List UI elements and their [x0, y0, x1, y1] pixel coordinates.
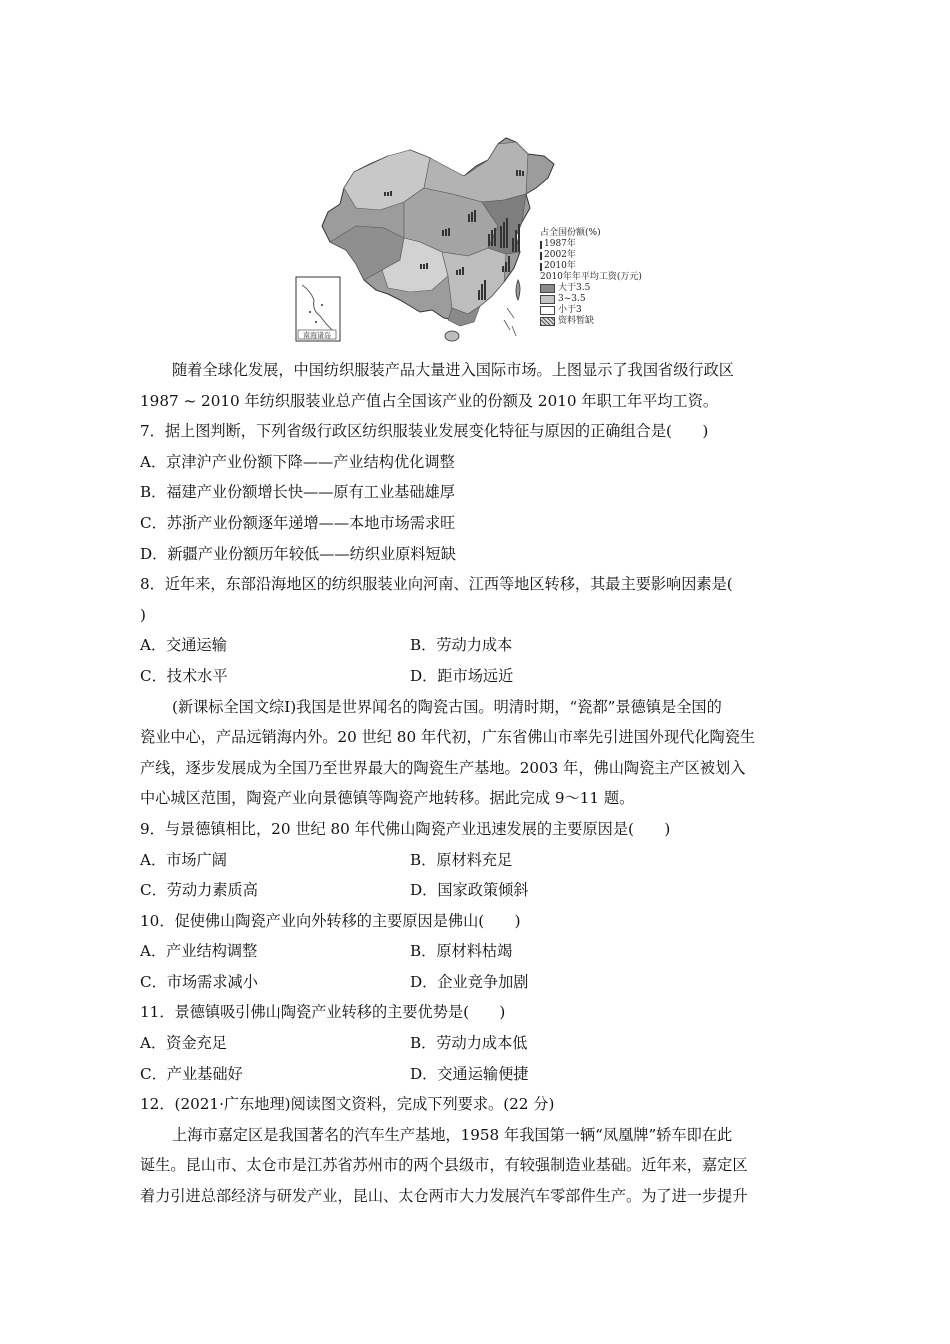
question-10-option-d: D．企业竞争加剧	[410, 972, 529, 991]
question-12-passage-line: 上海市嘉定区是我国著名的汽车生产基地，1958 年我国第一辆“凤凰牌”轿车即在此	[172, 1125, 733, 1144]
legend-wage-title: 2010年年平均工资(万元)	[540, 272, 642, 282]
question-12-passage-line: 诞生。昆山市、太仓市是江苏省苏州市的两个县级市，有较强制造业基础。近年来，嘉定区	[140, 1156, 748, 1175]
question-8-option-d: D．距市场远近	[410, 666, 514, 685]
intro-line: 随着全球化发展，中国纺织服装产品大量进入国际市场。上图显示了我国省级行政区	[172, 361, 734, 379]
question-10-option-c: C．市场需求减小	[140, 972, 258, 991]
question-11-stem: 11．景德镇吸引佛山陶瓷产业转移的主要优势是( )	[140, 1003, 506, 1022]
question-9-option-a: A．市场广阔	[140, 850, 227, 869]
question-7-option-a: A．京津沪产业份额下降——产业结构优化调整	[140, 452, 455, 471]
legend-class-label: 资料暂缺	[558, 316, 595, 326]
question-8-options-row	[140, 661, 820, 692]
question-12-stem: 12．(2021·广东地理)阅读图文资料，完成下列要求。(22 分)	[140, 1095, 555, 1114]
question-9-options-row	[140, 845, 820, 876]
question-11-option-a: A．资金充足	[140, 1034, 227, 1053]
legend-year-item	[540, 261, 642, 272]
swatch-icon	[540, 284, 555, 293]
legend-class-label: 3~3.5	[558, 294, 586, 304]
region-south	[442, 248, 506, 314]
inset-label: 南海诸岛	[303, 331, 331, 340]
question-10-option-a: A．产业结构调整	[140, 942, 258, 961]
legend-class-item	[540, 316, 642, 327]
text-body	[140, 355, 820, 1212]
legend-year-label: 1987年	[544, 239, 576, 249]
legend-class-label: 大于3.5	[558, 283, 591, 293]
intro-line: 1987 ~ 2010 年纺织服装业总产值占全国该产业的份额及 2010 年职工年平均工资。	[140, 391, 719, 410]
legend-year-item	[540, 239, 642, 250]
passage-line: 产线，逐步发展成为全国乃至世界最大的陶瓷生产基地。2003 年，佛山陶瓷主产区被划入	[140, 758, 746, 777]
passage-line: (新课标全国文综Ⅰ)我国是世界闻名的陶瓷古国。明清时期，“瓷都”景德镇是全国的	[172, 697, 722, 716]
swatch-icon	[540, 295, 555, 304]
question-8-stem-end: )	[140, 605, 146, 624]
question-10-options-row	[140, 936, 820, 967]
legend-class-label: 小于3	[558, 305, 582, 315]
taiwan	[516, 280, 520, 300]
question-9-option-b: B．原材料充足	[410, 850, 513, 869]
question-9-stem: 9．与景德镇相比，20 世纪 80 年代佛山陶瓷产业迅速发展的主要原因是( )	[140, 819, 671, 838]
question-9-option-d: D．国家政策倾斜	[410, 881, 529, 900]
legend-class-item	[540, 305, 642, 316]
question-11-options-row	[140, 1059, 820, 1090]
question-7-option-b: B．福建产业份额增长快——原有工业基础雄厚	[140, 483, 455, 502]
question-11-option-d: D．交通运输便捷	[410, 1064, 529, 1083]
question-9-options-row	[140, 875, 820, 906]
question-10-options-row	[140, 967, 820, 998]
sea-islands	[504, 308, 516, 336]
question-8-options-row	[140, 630, 820, 661]
question-9-option-c: C．劳动力素质高	[140, 881, 258, 900]
swatch-icon	[540, 317, 555, 326]
question-7-option-c: C．苏浙产业份额逐年递增——本地市场需求旺	[140, 513, 456, 532]
map-legend	[540, 228, 642, 327]
passage-line: 中心城区范围，陶瓷产业向景德镇等陶瓷产地转移。据此完成 9～11 题。	[140, 789, 635, 808]
question-8-option-c: C．技术水平	[140, 666, 228, 685]
question-11-options-row	[140, 1028, 820, 1059]
hainan	[445, 331, 459, 341]
question-8-option-b: B．劳动力成本	[410, 636, 513, 655]
bar-icon	[540, 263, 542, 271]
question-10-option-b: B．原材料枯竭	[410, 942, 513, 961]
question-11-option-b: B．劳动力成本低	[410, 1034, 528, 1053]
question-8-option-a: A．交通运输	[140, 636, 227, 655]
question-10-stem: 10．促使佛山陶瓷产业向外转移的主要原因是佛山( )	[140, 911, 521, 930]
question-8-stem: 8．近年来，东部沿海地区的纺织服装业向河南、江西等地区转移，其最主要影响因素是(	[140, 575, 733, 594]
swatch-icon	[540, 306, 555, 315]
legend-year-label: 2002年	[544, 250, 576, 260]
question-7-stem: 7．据上图判断，下列省级行政区纺织服装业发展变化特征与原因的正确组合是( )	[140, 422, 709, 441]
legend-class-item	[540, 294, 642, 305]
passage-line: 瓷业中心，产品远销海内外。20 世纪 80 年代初，广东省佛山市率先引进国外现代化陶瓷生	[140, 728, 756, 747]
question-12-passage-line: 着力引进总部经济与研发产业，昆山、太仓两市大力发展汽车零部件生产。为了进一步提升	[140, 1187, 748, 1206]
bar-icon	[540, 241, 542, 249]
question-7-option-d: D．新疆产业份额历年较低——纺织业原料短缺	[140, 544, 456, 563]
legend-share-title: 占全国份额(%)	[540, 228, 601, 238]
legend-class-item	[540, 283, 642, 294]
bar-icon	[540, 252, 542, 260]
question-11-option-c: C．产业基础好	[140, 1064, 243, 1083]
legend-year-label: 2010年	[544, 261, 576, 271]
legend-year-item	[540, 250, 642, 261]
